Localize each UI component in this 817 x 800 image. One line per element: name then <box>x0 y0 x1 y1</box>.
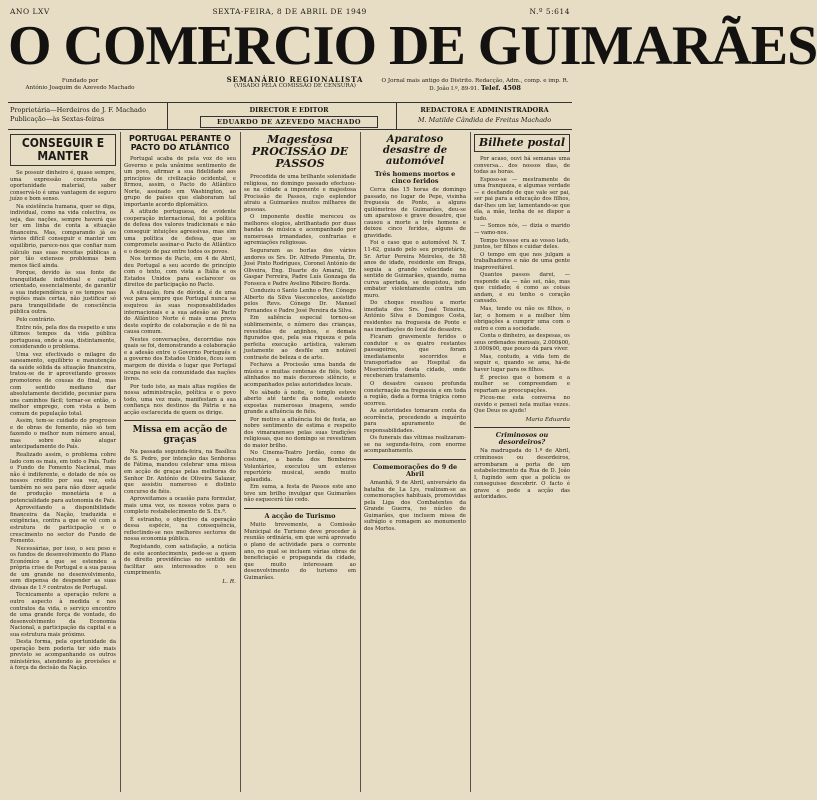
signature: Maria Eduarda <box>525 416 570 423</box>
article-paragraph: Conduziu o Santo Lenho o Rev. Cónego Alberto da Silva Vasconcelos, assistido pelos Revs. Cónego Dr. Manuel Fernandes e Padre José Pereira da Silva. <box>244 288 356 314</box>
article-paragraph: Seguraram as borlas dos vários andores os Srs. Dr. Alfredo Pimenta, Dr. José Pinto Rodrigues, Coronel António de Oliveira, Eng. Duarte do Amaral, Dr. Gaspar Ferreira, Padre Luís Gonzaga da Fonseca e Padre Avelino Ribeiro Borda. <box>244 248 356 287</box>
col2-sub-body <box>124 449 236 576</box>
article-paragraph: Pelo contrário. <box>16 317 56 324</box>
col5-body <box>474 156 570 415</box>
article-paragraph: Por motivo a afluência foi de festa, ao nobre sentimento de estima e respeito dos vimaranenses pelas suas tradições religiosas, que no domingo se revestiram do maior brilho. <box>244 416 356 449</box>
address-text: O Jornal mais antigo do Distrito. Redacção, Adm., comp. e imp. R. D. João I.º, 89-91. <box>381 78 569 92</box>
issue-date: SEXTA-FEIRA, 8 DE ABRIL DE 1949 <box>212 6 367 16</box>
article-paragraph: Fechava a Procissão uma banda de música e muitas centenas de fiéis, todo alinhados no mais decoroso silêncio, e acompanhados pelas autoridades locais. <box>244 362 356 388</box>
article-paragraph: Amanhã, 9 de Abril, aniversário da batalha de La Lys, realizam-se as comemorações habituais, promovidas pela Liga dos Combatentes da Grande Guerra, no núcleo de Guimarães, que incluem missa de sufrágio e romagem ao monumento dos Mortos. <box>364 480 466 532</box>
article-paragraph: Necessárias, por isso, o seu peso e os fundos de desenvolvimento do Plano Económico a que se estendeu a própria crise de Portugal e a sua pausa de um grande no desenvolvimento, sem dispensa de despender as suas divisas de 1.º contratos de Portugal. <box>10 545 116 591</box>
article-paragraph: Esposo-se — mestramente de uma franqueza, e algumas verdade — e desfiando de que vale ser pai, ser pai para a educação dos filhos, dar-lhes um lar, lamentando-se que ela, a mãe, tenha de se dispor a tudo. <box>474 176 570 222</box>
director-cell <box>194 103 384 129</box>
column-3 <box>244 132 356 792</box>
article-paragraph: — Somos nós, — dizia o marido — vamo-nos. <box>474 223 570 237</box>
redaction-name: M. Matilde Cândida de Freitas Machado <box>417 116 552 124</box>
column-divider <box>240 132 241 792</box>
article-paragraph: Na existência humana, quer se diga, individual, como na vida colectiva, os seja, das nações, sempre haverá que ter em linha de conta a situação financeira. Mas, comparando já os vários difícil conseguir e manter um equilíbrio, parece-nos que confiar num cálculo nas suas receitas públicas a por tão extensos problemas bem menos fácil ainda. <box>10 203 116 269</box>
col4-body <box>364 187 466 455</box>
issue-number: N.º 5:614 <box>529 6 570 16</box>
article-paragraph: A atitude portuguesa, de evidente cooperação internacional, foi a política de defesa dos valores tradicionais e não conseguir intuições agressivas, mas sim uma política de defesa, que se compromete assinar-o Pacto de Atlântico e o desejo de paz entre todos os povos. <box>124 209 236 255</box>
headline-conseguir: CONSEGUIR E MANTER <box>10 134 116 166</box>
phone-number: Telef. 4508 <box>480 84 521 92</box>
headline-desastre: Aparatoso desastre de automóvel <box>382 134 448 167</box>
weekly-note: (VISADO PELA COMISSÃO DE CENSURA) <box>234 83 356 89</box>
founder-block <box>10 78 150 92</box>
article-paragraph: Assim, tem-se cuidado do progresso e de obras de fomento, não só tem fazendo o melhor num número anual, mas sobre não alugar antecipadamente do País. <box>10 418 116 451</box>
column-divider <box>360 132 361 792</box>
headline-procissao: Magestosa PROCISSÃO DE PASSOS <box>251 133 349 170</box>
article-paragraph: Por tudo isto, as mais altas regiões de nossa administração, política e o povo todo, uma vez mais, manifestam a sua confiança nos destinos da Pátria e na acção esclarecida de quem os dirige. <box>124 383 236 416</box>
redaction-title: REDACTORA E ADMINISTRADORA <box>420 106 549 114</box>
article-paragraph: Mas, tendo ou não os filhos, o lar, o homem e a mulher têm obrigações a cumprir uma com o outro e com a sociedade. <box>474 306 570 332</box>
article-paragraph: O desastre causou profunda consternação na freguesia e em toda a região, dada a forma trágica como ocorreu. <box>364 380 466 407</box>
article-paragraph: Entre nós, pela dos da respeito e uns últimos tempos da vida pública portuguesa, onde a sua, distintamente, considerando o problema. <box>10 324 116 351</box>
article-paragraph: Porque, devido às sua fonte de tranquilidade individual e capital orientado, essencialmente, de garantir a sua independência e os tempos nas regiões mais certas, não justificar só para tranquilidade de consciência pública outra. <box>10 270 116 316</box>
signature: L. R. <box>222 578 236 585</box>
article-paragraph: Mas, contudo, a vida tem de seguir e, quando se ama, há-de haver lugar para os filhos. <box>474 353 570 373</box>
article-paragraph: Tempo tivesse era ao vosso lado, juntos, ter filhos e cuidar deles. <box>474 237 570 251</box>
article-paragraph: Conta o dinheiro, as despesas, os seus ordenados mensais, 2.000$00, 3.000$00, que pouco dá para viver. <box>474 333 570 353</box>
article-paragraph: Na passada segunda-feira, na Basílica de S. Pedro, por intenção das Senhoras de Fátima, mandou celebrar uma missa em acção de graças pelas melhoras do Senhor Dr. António de Oliveira Salazar, que assistiu numeroso e distinto concurso de fiéis. <box>124 449 236 495</box>
col1-body <box>10 170 116 672</box>
article-paragraph: Ficou-me esta conversa no ouvido e pensei nela muitas vezes. Que Deus os ajude! <box>474 395 570 415</box>
publication-text: Publicação—às Sextas-feiras <box>10 115 105 123</box>
col3-body <box>244 174 356 504</box>
redaction-cell <box>396 103 572 129</box>
article-paragraph: A situação, fora de dúvida, é de uma vez para sempre que Portugal nunca se esquivou às suas responsabilidades internacionais e a sua adesão ao Pacto do Atlântico Norte é mais uma prova deste espírito de colaboração e de fé na causa comum. <box>124 289 236 336</box>
director-title: DIRECTOR E EDITOR <box>249 106 329 114</box>
owner-text: Proprietária—Herdeiros de J. F. Machado <box>10 106 147 114</box>
article-paragraph: O imponente desfile mereceu os melhores elogios, abrilhantado por duas bandas de música e acompanhado por numerosas irmandades, confrarias e agremiações religiosas. <box>244 214 356 247</box>
col5-box-body <box>474 448 570 500</box>
column-4 <box>364 132 466 792</box>
article-paragraph: Tecnicamente a operação refere a outro aspecto à medida e nos contratos da vida, o serviço encontro de uma grande força de vontade, do desenvolvimento da Economia Nacional, a participação da capital e a sua estrutura mais próximo. <box>10 592 116 638</box>
article-paragraph: Na madrugada do 1.º de Abril, criminosos ou desordeiros, arrombaram a porta de um estabelecimento da Rua de D. João I, fugindo sem que a polícia os conseguisse descobrir. O facto é grave e pede a acção das autoridades. <box>474 448 570 501</box>
article-paragraph: Cerca das 15 horas de domingo passado, no lugar de Pepe, visinha freguesia de Ponte, a alguns quilómetros de Guimarães, deu-se um aparatoso e grave desastre, que causou a morte a três homens e deixou cinco feridos, alguns de gravidade. <box>364 187 466 239</box>
founded-label: Fundado por <box>61 78 99 84</box>
article-paragraph: Por acaso, ouvi há semanas uma conversa... dos nossos dias, de todas as horas. <box>474 156 570 176</box>
article-paragraph: As autoridades tomaram conta da ocorrência, procedendo a inquérito para apuramento de responsabilidades. <box>364 408 466 434</box>
article-paragraph: Os funerais das vítimas realizaram-se na segunda-feira, com enorme acompanhamento. <box>364 435 466 455</box>
article-paragraph: Em saliência especial tornou-se sublimemente, o número das crianças, revestidas de anjinhos, e demais figurados que, pela sua riqueza e pela perfeita execução artística, valeram justamente ao desfile um notável contraste de beleza e de arte. <box>244 315 356 361</box>
article-paragraph: Precedida de uma brilhante solenidade religiosa, no domingo passado efectuou-se na cidade a imponente e majestosa Procissão de Passos, cujo esplendor atraiu a Guimarães muitos milhares de pessoas. <box>244 174 356 213</box>
owner-cell <box>8 103 168 129</box>
article-paragraph: Nestes conversações, decorridas nos quais se foi, demonstrando a colaboração e a adesão entre o Governo Português e a governo dos Estados Unidos, ficou sem margem de dúvida o lugar que Portugal ocupa no seio da comunidade das nações livres. <box>124 336 236 383</box>
masthead-subrow <box>10 76 570 100</box>
col2-body <box>124 156 236 416</box>
article-paragraph: Desta forma, pela oportunidade da operação bem poderia ter sido mais previsto se acompanhando os outros ministérios, atendendo às provisões e à força da decisão da Nação. <box>10 639 116 672</box>
article-paragraph: Aproveitamos a ocasião para formular, mais uma vez, os nossos votos para o completo restabelecimento de S. Ex.ª. <box>124 496 236 516</box>
headline-comemoracoes: Comemorações do 9 de Abril <box>372 462 458 478</box>
headline-pacto: PORTUGAL PERANTE O PACTO DO ATLÂNTICO <box>129 134 231 152</box>
column-1 <box>10 132 116 792</box>
article-paragraph: Realizado assim, o problema cobre lado com os mais, em todo o País. Tudo o Fundo de Fomento Nacional, mas não é indiferente, e dotado de nós os nossos crédito por sua vez, está também no seu para não dizer aquele de produção monetária e a potencialidade para autonomia de País. <box>10 451 116 504</box>
article-paragraph: Foi o caso que o automóvel N. T. 11-62, guiado pelo seu proprietário, Sr. Artur Pereira Meireles, de 58 anos de idade, residente em Braga, seguia a grande velocidade no sentido de Guimarães, quando, numa curva apertada, se despistou, indo embater violentamente contra um muro. <box>364 240 466 299</box>
headline-bilhete: Bilhete postal <box>474 134 570 152</box>
article-paragraph: Do choque resultou a morte imediata dos Srs. José Teixeira, António Silva e Domingos Costa, residentes na freguesia de Ponte e nas imediações do local do desastre. <box>364 300 466 333</box>
subheadline-mortos: Três homens mortos e cinco feridos <box>374 170 456 185</box>
article-paragraph: Ficaram gravemente feridos o condutor e os quatro restantes passageiros, que foram imediatamente socorridos e transportados ao Hospital da Misericórdia desta cidade, onde receberam tratamento. <box>364 334 466 380</box>
headline-criminosos: Criminosos ou desordeiros? <box>495 431 549 446</box>
article-paragraph: Aproveitando a disponibilidade financeira da Nação, traduzida e exigências, contra a que se vê com a estrutura de participação e o crescimento no sector do Fundo de Fomento. <box>10 505 116 545</box>
address-block <box>380 78 570 93</box>
col4-sub-body <box>364 480 466 532</box>
article-paragraph: Se possuir dinheiro é, quase sempre, uma expressão concreta de oportunidade material, saber conservá-lo é uma vantagem de seguro juízo e bom senso. <box>10 170 116 203</box>
staff-bar <box>8 102 572 130</box>
column-divider <box>470 132 471 792</box>
founder-name: António Joaquim de Azevedo Machado <box>25 85 135 91</box>
article-paragraph: Quantos passos darei, — responde ela — não sei, não, mas que cuidado; é como as coisas andam, e eu tenho o coração cansado. <box>474 272 570 305</box>
article-paragraph: É preciso que o homem e a mulher se compreendam e repartam as preocupações. <box>474 374 570 394</box>
weekly-block <box>200 76 390 90</box>
article-paragraph: Nos termos de Pacto, em 4 de Abril, deu Portugal a seu acordo de princípio com o texto, com vista a Itália e os Estados Unidos para esclarecer os direitos de participação no Pacto. <box>124 256 236 289</box>
divider-rule <box>124 420 236 421</box>
article-paragraph: Uma vez efectivado o milagre do saneamento, equilíbrio e manutenção da saúde sólida da situação financeira, tratou-se de ir aproveitando grossos promotores de cousas do final, mas com sentido mediano dar absolutamente decidido, pecuniar para uns caminhos fácil; tornar-se então, o melhor emprego, com vista a bem comum de população total. <box>10 351 116 417</box>
article-paragraph: Registando, com satisfação, a notícia de este acontecimento, pede-se a quem de direito providências no sentido de facilitar aos interessados o seu cumprimento. <box>124 543 236 577</box>
divider-rule <box>474 427 570 428</box>
article-paragraph: É estranho, o objectivo da operação dessa espécie, na consequência, reflectindo-se nos melhores sectores de nossa economia pública. <box>124 516 236 543</box>
issue-year: ANO LXV <box>10 6 50 16</box>
headline-missa: Missa em acção de graças <box>132 425 228 446</box>
article-paragraph: Em suma, a festa de Passos este ano teve um brilho invulgar que Guimarães não esquecerá tão cedo. <box>244 484 356 504</box>
column-2 <box>124 132 236 792</box>
masthead-title: O COMERCIO DE GUIMARÃES <box>8 15 817 77</box>
article-paragraph: Portugal acaba de pela voz do seu Governo e pela unânime sentimento de um povo, afirmar a sua fidelidade aos princípios de civilização ocidental, e firmou, assim, o Pacto do Atlântico Norte, assinado em Washington, ao grupo de países que elaboraram tal importante acordo diplomático. <box>124 156 236 208</box>
divider-rule <box>244 508 356 509</box>
col3-sub-body <box>244 522 356 581</box>
column-5 <box>474 132 570 792</box>
column-divider <box>120 132 121 792</box>
director-name: EDUARDO DE AZEVEDO MACHADO <box>200 116 378 128</box>
divider-rule <box>364 459 466 460</box>
weekly-label: SEMANÁRIO REGIONALISTA <box>226 75 364 84</box>
article-paragraph: O tempo em que nos julgam a trabalhadores e não de uma gente inaproveitável. <box>474 251 570 271</box>
article-paragraph: Muito brevemente, a Comissão Municipal de Turismo deve proceder à reunião ordinária, em que será aprovado o plano de actividade para o corrente ano, no qual se incluem várias obras de beneficiação e propaganda da cidade, que muito interessam ao desenvolvimento do turismo em Guimarães. <box>244 522 356 581</box>
article-paragraph: No Cinema-Teatro Jordão, como de costume, a banda dos Bombeiros Voluntários, executou um extenso repertório musical, sendo muito aplaudida. <box>244 450 356 483</box>
headline-turismo: A acção de Turismo <box>264 511 336 520</box>
article-paragraph: No sábado à noite, o templo esteve aberto até tarde da noite, estando expostas numerosas imagens, sendo grande a afluência de fiéis. <box>244 389 356 416</box>
